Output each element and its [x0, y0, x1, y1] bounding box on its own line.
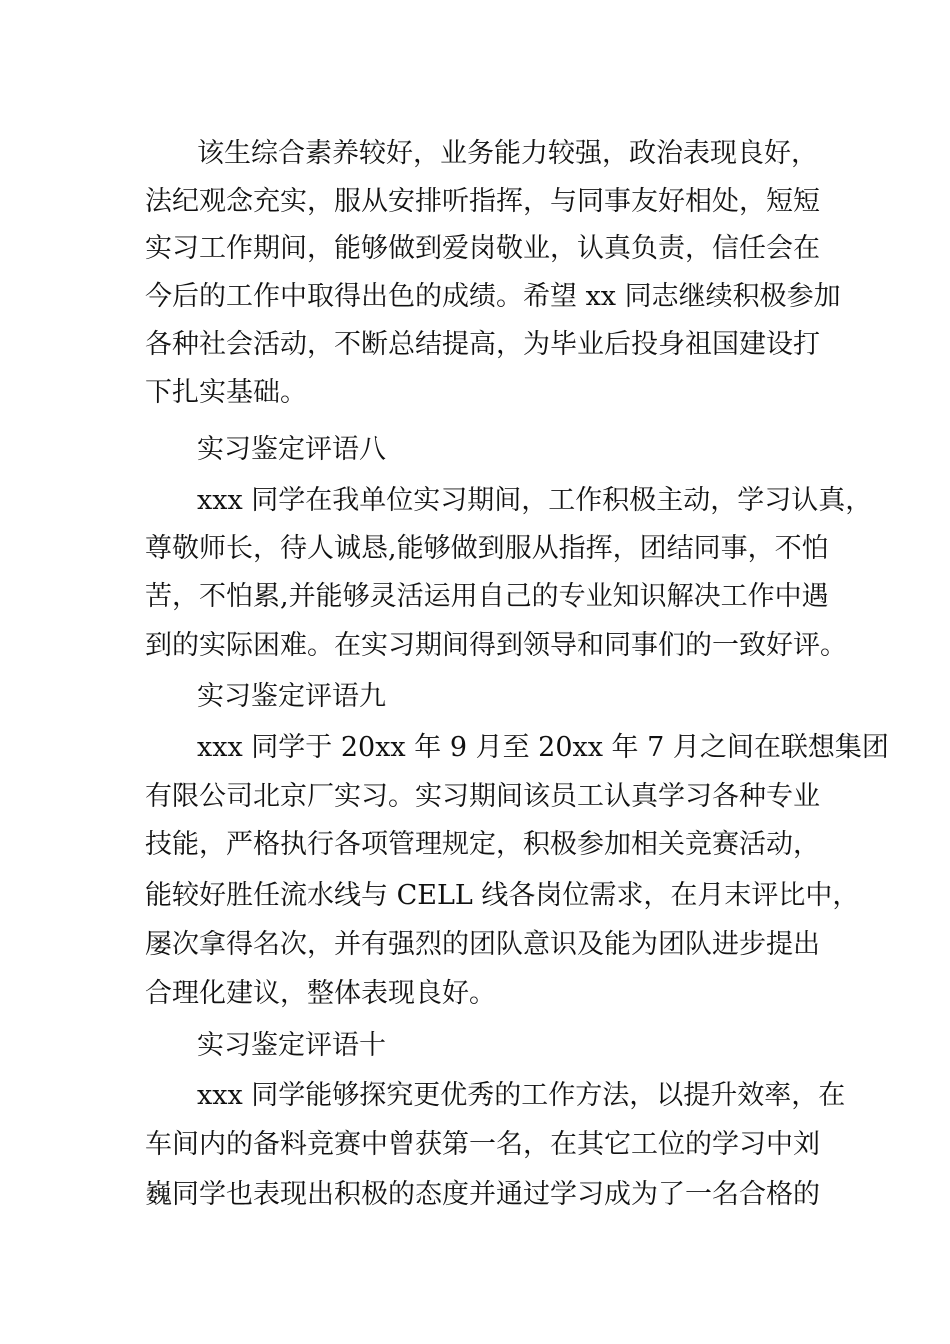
paragraph-line: xxx 同学能够探究更优秀的工作方法，以提升效率，在 [197, 1080, 846, 1111]
paragraph-line: 实习工作期间，能够做到爱岗敬业，认真负责，信任会在 [145, 233, 820, 264]
paragraph-line: 巍同学也表现出积极的态度并通过学习成为了一名合格的 [145, 1179, 820, 1210]
paragraph-line: 下扎实基础。 [145, 377, 307, 408]
paragraph-line: 合理化建议，整体表现良好。 [145, 978, 496, 1009]
paragraph-line: xxx 同学在我单位实习期间，工作积极主动，学习认真， [197, 485, 873, 516]
paragraph-line: 车间内的备料竞赛中曾获第一名，在其它工位的学习中刘 [145, 1129, 820, 1160]
paragraph-line: 到的实际困难。在实习期间得到领导和同事们的一致好评。 [145, 630, 847, 661]
paragraph-line: 有限公司北京厂实习。实习期间该员工认真学习各种专业 [145, 781, 820, 812]
paragraph-line: 法纪观念充实，服从安排听指挥，与同事友好相处，短短 [145, 186, 820, 217]
paragraph-line: 屡次拿得名次，并有强烈的团队意识及能为团队进步提出 [145, 929, 820, 960]
paragraph-line: 苦，不怕累,并能够灵活运用自己的专业知识解决工作中遇 [145, 581, 829, 612]
paragraph-line: 尊敬师长，待人诚恳,能够做到服从指挥，团结同事，不怕 [145, 533, 829, 564]
paragraph-line: 技能，严格执行各项管理规定，积极参加相关竞赛活动， [145, 829, 820, 860]
paragraph-line: 该生综合素养较好，业务能力较强，政治表现良好， [197, 138, 818, 169]
paragraph-line: 各种社会活动，不断总结提高，为毕业后投身祖国建设打 [145, 329, 820, 360]
section-heading: 实习鉴定评语九 [197, 681, 386, 712]
section-heading: 实习鉴定评语八 [197, 434, 386, 465]
paragraph-line: xxx 同学于 20xx 年 9 月至 20xx 年 7 月之间在联想集团 [197, 732, 889, 763]
section-heading: 实习鉴定评语十 [197, 1030, 386, 1061]
paragraph-line: 今后的工作中取得出色的成绩。希望 xx 同志继续积极参加 [145, 281, 841, 312]
paragraph-line: 能较好胜任流水线与 CELL 线各岗位需求，在月末评比中， [145, 880, 860, 911]
